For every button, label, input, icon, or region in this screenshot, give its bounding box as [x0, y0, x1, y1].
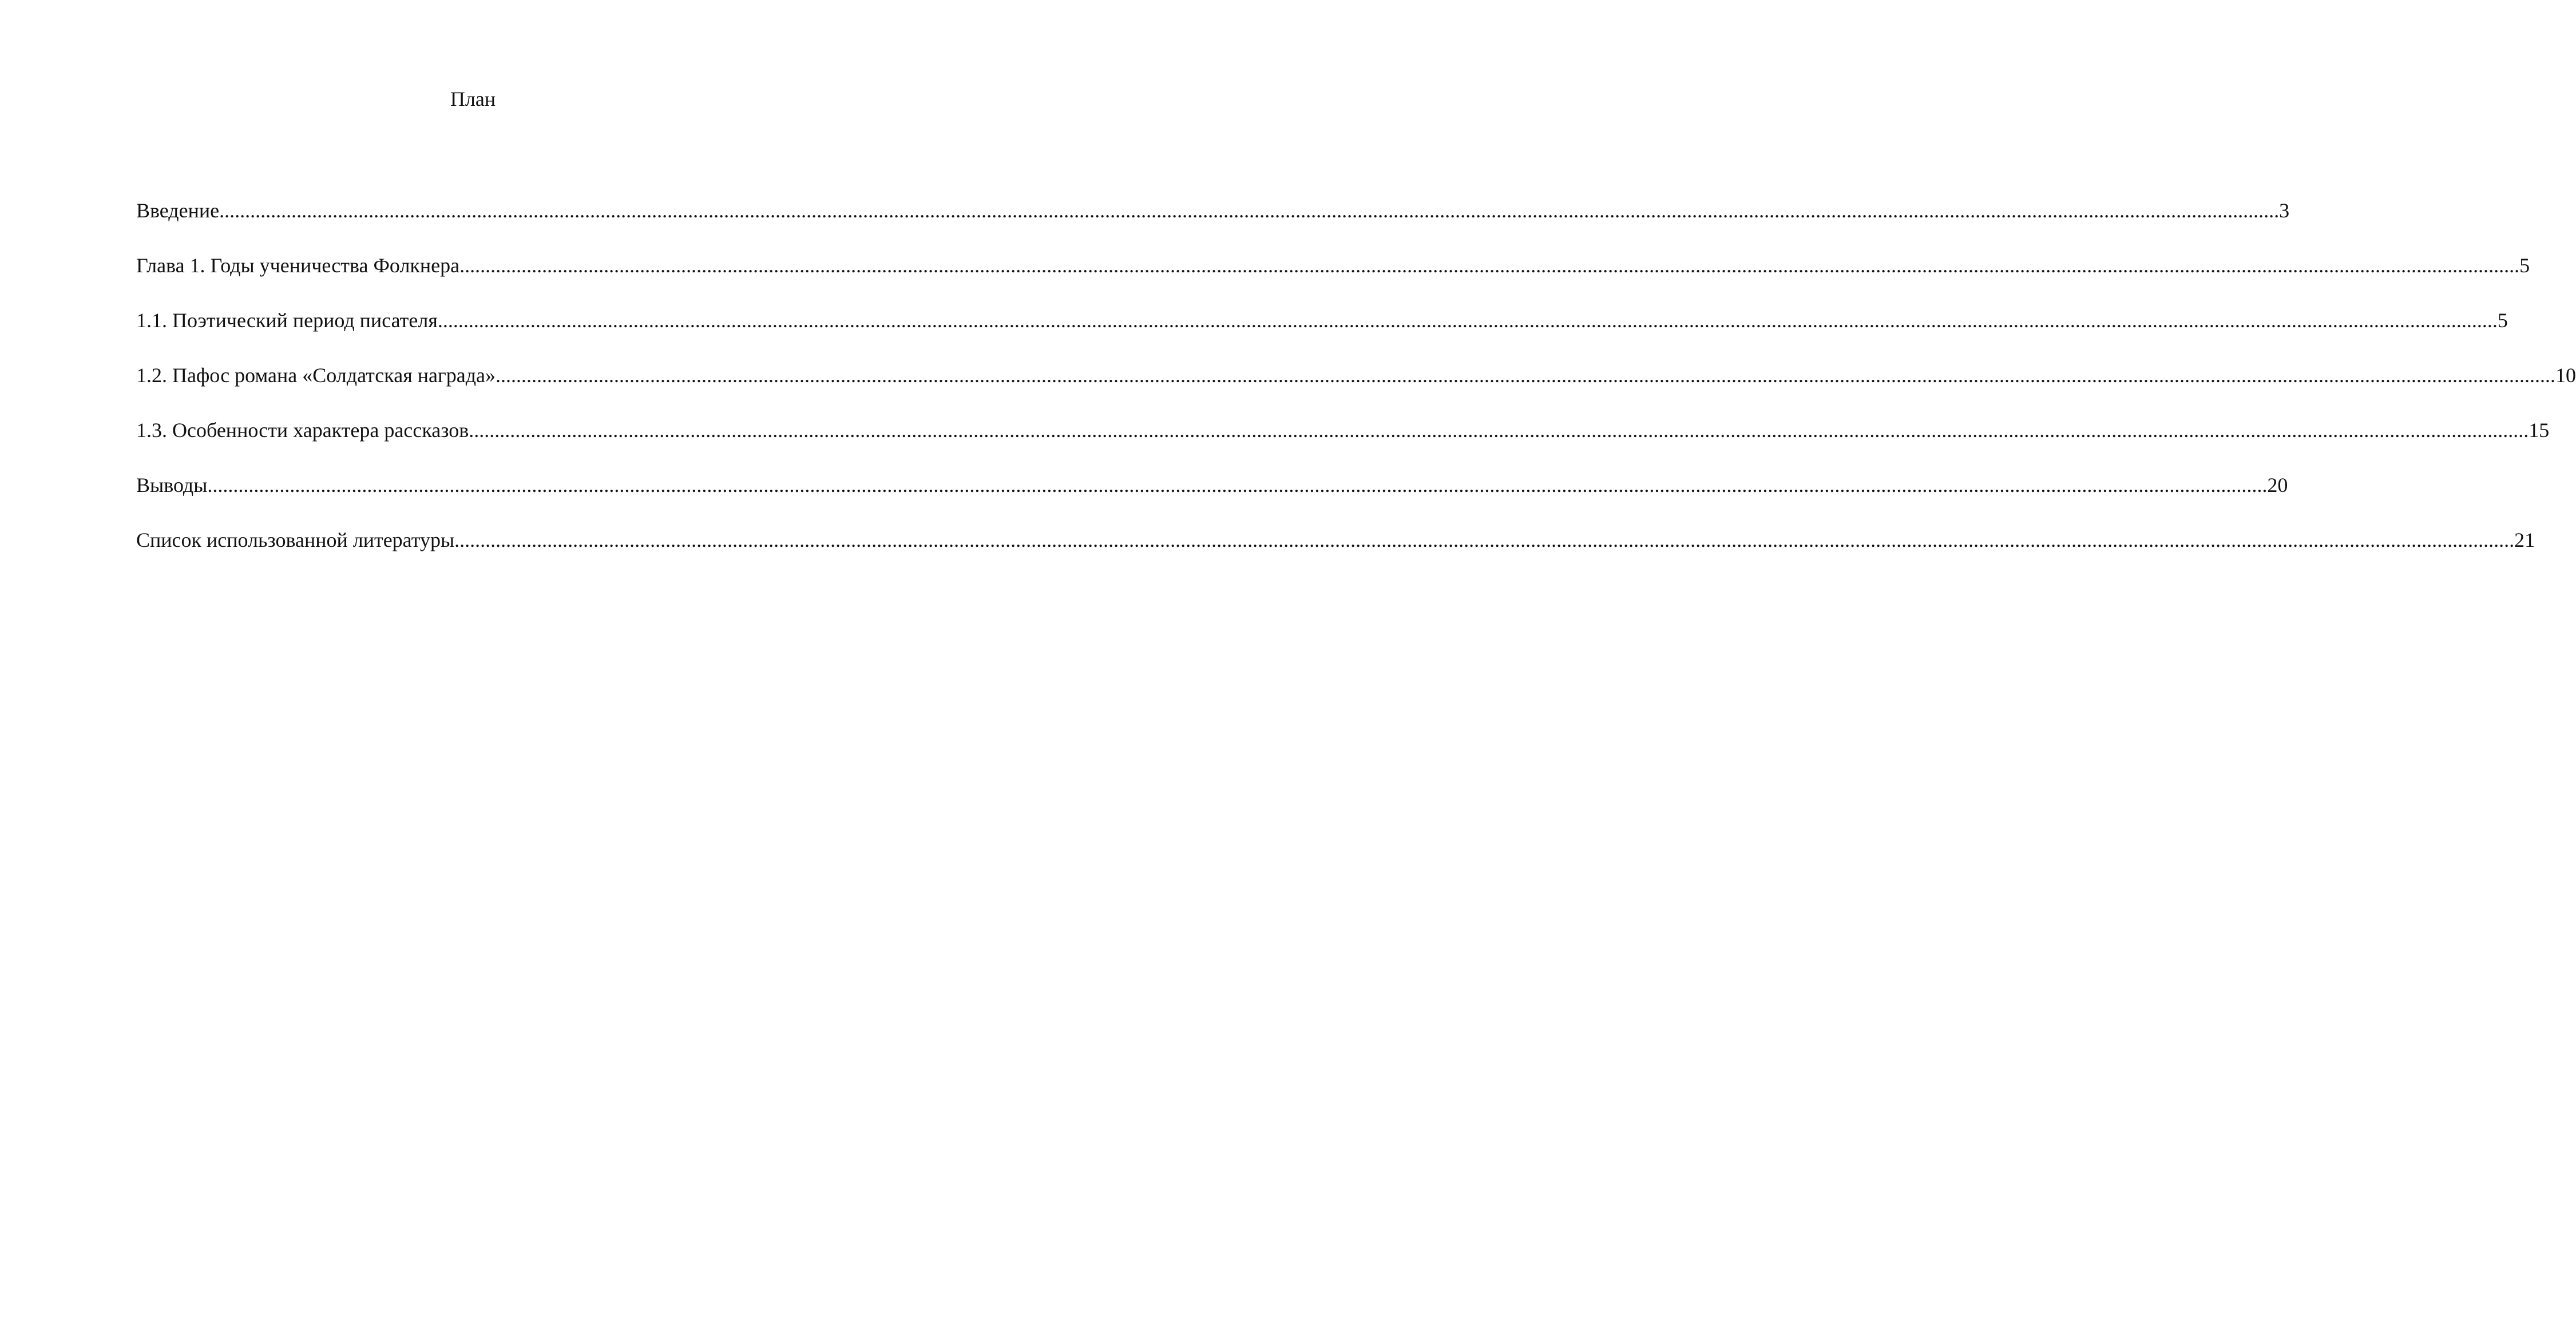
toc-leader-dots: ................................................................................................................................................................................................................................................................................................................................................................................................................	[454, 529, 2515, 551]
toc-entry-label: 1.2. Пафос романа «Солдатская награда»	[136, 364, 496, 387]
table-of-contents	[136, 198, 2576, 583]
toc-entry-page: 5	[2519, 254, 2530, 277]
toc-entry-label: Введение	[136, 199, 220, 222]
toc-entry-label: Выводы	[136, 474, 208, 497]
toc-entry	[136, 308, 2508, 363]
toc-entry	[136, 473, 2288, 528]
toc-entry-page: 15	[2529, 419, 2550, 442]
toc-leader-dots: ................................................................................................................................................................................................................................................................................................................................................................................................................	[437, 309, 2498, 332]
toc-entry-page: 5	[2497, 309, 2508, 332]
toc-entry-page: 3	[2279, 199, 2290, 222]
toc-leader-dots: ................................................................................................................................................................................................................................................................................................................................................................................................................	[496, 364, 2556, 387]
toc-leader-dots: ................................................................................................................................................................................................................................................................................................................................................................................................................	[459, 254, 2520, 277]
toc-entry-label: 1.3. Особенности характера рассказов	[136, 419, 469, 442]
toc-leader-dots: ................................................................................................................................................................................................................................................................................................................................................................................................................	[207, 474, 2268, 497]
toc-entry-label: 1.1. Поэтический период писателя	[136, 309, 438, 332]
toc-entry-page: 21	[2514, 529, 2535, 551]
toc-leader-dots: ................................................................................................................................................................................................................................................................................................................................................................................................................	[219, 199, 2280, 222]
toc-entry	[136, 528, 2535, 583]
toc-entry-page: 10	[2555, 364, 2576, 387]
toc-entry	[136, 198, 2290, 253]
toc-entry-label: Глава 1. Годы ученичества Фолкнера	[136, 254, 460, 277]
toc-entry-label: Список использованной литературы	[136, 529, 455, 551]
page-title: План	[450, 88, 496, 110]
toc-entry	[136, 418, 2550, 473]
toc-leader-dots: ................................................................................................................................................................................................................................................................................................................................................................................................................	[469, 419, 2529, 442]
toc-entry-page: 20	[2267, 474, 2288, 497]
toc-entry	[136, 363, 2576, 418]
toc-entry	[136, 253, 2530, 308]
